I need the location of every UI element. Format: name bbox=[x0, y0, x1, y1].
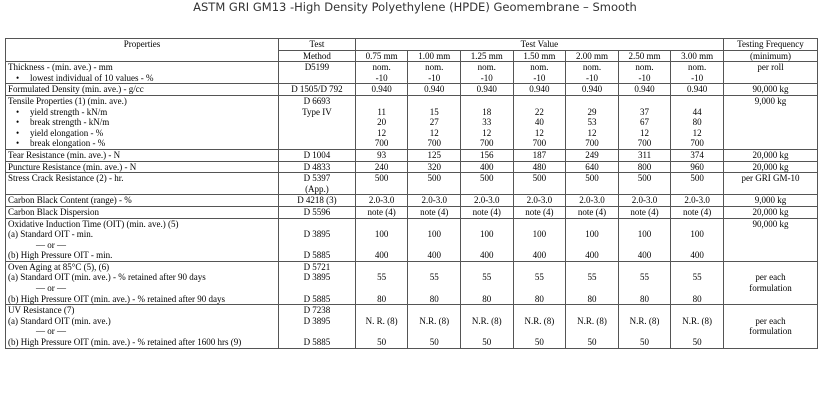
method-uv: D 7238 D 3895 D 5885 bbox=[279, 305, 356, 348]
value-carbon-dispersion-1: note (4) bbox=[408, 206, 461, 218]
value-stress-crack-0: 500 bbox=[355, 173, 408, 195]
method-tear: D 1004 bbox=[279, 149, 356, 161]
value-density-4: 0.940 bbox=[566, 84, 619, 96]
document-title: ASTM GRI GM13 -High Density Polyethylene (HPDE) Geomembrane – Smooth bbox=[193, 0, 637, 14]
specification-table bbox=[5, 38, 818, 349]
row-stress-crack bbox=[6, 173, 818, 195]
header-test-value: Test Value bbox=[355, 39, 723, 51]
method-thickness: D5199 bbox=[279, 62, 356, 84]
value-thickness-2: nom. -10 bbox=[461, 62, 514, 84]
header-frequency-minimum: (minimum) bbox=[723, 50, 817, 62]
value-carbon-content-0: 2.0-3.0 bbox=[355, 195, 408, 207]
value-stress-crack-5: 500 bbox=[618, 173, 671, 195]
method-tensile: D 6693 Type IV bbox=[279, 95, 356, 149]
label-puncture: Puncture Resistance (min. ave.) - N bbox=[6, 161, 279, 173]
freq-carbon-dispersion: 20,000 kg bbox=[723, 206, 817, 218]
value-oit-3: 100 400 bbox=[513, 218, 566, 261]
value-carbon-dispersion-0: note (4) bbox=[355, 206, 408, 218]
value-puncture-4: 640 bbox=[566, 161, 619, 173]
row-oven-aging bbox=[6, 261, 818, 304]
value-density-1: 0.940 bbox=[408, 84, 461, 96]
value-oven-1: 55 80 bbox=[408, 261, 461, 304]
value-oit-0: 100 400 bbox=[355, 218, 408, 261]
freq-thickness: per roll bbox=[723, 62, 817, 84]
value-oit-5: 100 400 bbox=[618, 218, 671, 261]
row-puncture bbox=[6, 161, 818, 173]
label-tensile: Tensile Properties (1) (min. ave.) • yield strength - kN/m • break strength - kN/m • yield elongation - % • break elongation - % bbox=[6, 95, 279, 149]
value-carbon-dispersion-4: note (4) bbox=[566, 206, 619, 218]
value-tear-2: 156 bbox=[461, 149, 514, 161]
value-tear-4: 249 bbox=[566, 149, 619, 161]
row-carbon-dispersion bbox=[6, 206, 818, 218]
value-thickness-5: nom. -10 bbox=[618, 62, 671, 84]
value-carbon-dispersion-2: note (4) bbox=[461, 206, 514, 218]
value-carbon-dispersion-3: note (4) bbox=[513, 206, 566, 218]
header-testing-frequency: Testing Frequency bbox=[723, 39, 817, 51]
value-carbon-dispersion-6: note (4) bbox=[671, 206, 724, 218]
value-tensile-0: 11 20 12 700 bbox=[355, 95, 408, 149]
value-thickness-0: nom. -10 bbox=[355, 62, 408, 84]
value-tensile-5: 37 67 12 700 bbox=[618, 95, 671, 149]
value-tensile-6: 44 80 12 700 bbox=[671, 95, 724, 149]
method-carbon-dispersion: D 5596 bbox=[279, 206, 356, 218]
row-density bbox=[6, 84, 818, 96]
row-carbon-content bbox=[6, 195, 818, 207]
row-oit bbox=[6, 218, 818, 261]
row-thickness bbox=[6, 62, 818, 84]
header-thickness-2: 1.25 mm bbox=[461, 50, 514, 62]
header-thickness-0: 0.75 mm bbox=[355, 50, 408, 62]
value-carbon-content-5: 2.0-3.0 bbox=[618, 195, 671, 207]
freq-uv: per each formulation bbox=[723, 305, 817, 348]
header-test-method-2: Method bbox=[279, 50, 356, 62]
value-carbon-content-2: 2.0-3.0 bbox=[461, 195, 514, 207]
label-uv: UV Resistance (7) (a) Standard OIT (min. ave.) — or — (b) High Pressure OIT (min. ave.) - % retained after 1600 hrs (9) bbox=[6, 305, 279, 348]
value-puncture-6: 960 bbox=[671, 161, 724, 173]
value-stress-crack-3: 500 bbox=[513, 173, 566, 195]
value-tear-3: 187 bbox=[513, 149, 566, 161]
value-tensile-3: 22 40 12 700 bbox=[513, 95, 566, 149]
value-thickness-1: nom. -10 bbox=[408, 62, 461, 84]
value-oit-1: 100 400 bbox=[408, 218, 461, 261]
value-uv-1: N.R. (8) 50 bbox=[408, 305, 461, 348]
value-uv-0: N. R. (8) 50 bbox=[355, 305, 408, 348]
freq-carbon-content: 9,000 kg bbox=[723, 195, 817, 207]
value-puncture-2: 400 bbox=[461, 161, 514, 173]
value-tear-5: 311 bbox=[618, 149, 671, 161]
value-carbon-content-1: 2.0-3.0 bbox=[408, 195, 461, 207]
value-uv-6: N.R. (8) 50 bbox=[671, 305, 724, 348]
freq-density: 90,000 kg bbox=[723, 84, 817, 96]
row-uv bbox=[6, 305, 818, 348]
method-carbon-content: D 4218 (3) bbox=[279, 195, 356, 207]
method-density: D 1505/D 792 bbox=[279, 84, 356, 96]
label-oven-aging: Oven Aging at 85°C (5), (6) (a) Standard OIT (min. ave.) - % retained after 90 days — or — (b) High Pressure OIT (min. ave.) - % retained after 90 days bbox=[6, 261, 279, 304]
freq-oit: 90,000 kg bbox=[723, 218, 817, 261]
freq-puncture: 20,000 kg bbox=[723, 161, 817, 173]
label-oit: Oxidative Induction Time (OIT) (min. ave.) (5) (a) Standard OIT - min. — or — (b) High Pressure OIT - min. bbox=[6, 218, 279, 261]
value-carbon-content-4: 2.0-3.0 bbox=[566, 195, 619, 207]
row-tear bbox=[6, 149, 818, 161]
value-thickness-4: nom. -10 bbox=[566, 62, 619, 84]
value-oven-5: 55 80 bbox=[618, 261, 671, 304]
label-thickness: Thickness - (min. ave.) - mm • lowest individual of 10 values - % bbox=[6, 62, 279, 84]
value-oven-4: 55 80 bbox=[566, 261, 619, 304]
value-oven-3: 55 80 bbox=[513, 261, 566, 304]
label-stress-crack: Stress Crack Resistance (2) - hr. bbox=[6, 173, 279, 195]
value-density-3: 0.940 bbox=[513, 84, 566, 96]
label-density: Formulated Density (min. ave.) - g/cc bbox=[6, 84, 279, 96]
label-tear: Tear Resistance (min. ave.) - N bbox=[6, 149, 279, 161]
label-carbon-dispersion: Carbon Black Dispersion bbox=[6, 206, 279, 218]
value-thickness-3: nom. -10 bbox=[513, 62, 566, 84]
value-density-2: 0.940 bbox=[461, 84, 514, 96]
value-tear-1: 125 bbox=[408, 149, 461, 161]
freq-tensile: 9,000 kg bbox=[723, 95, 817, 149]
method-oit: D 3895 D 5885 bbox=[279, 218, 356, 261]
freq-tear: 20,000 kg bbox=[723, 149, 817, 161]
value-oven-0: 55 80 bbox=[355, 261, 408, 304]
value-stress-crack-4: 500 bbox=[566, 173, 619, 195]
value-stress-crack-2: 500 bbox=[461, 173, 514, 195]
value-density-6: 0.940 bbox=[671, 84, 724, 96]
value-oit-4: 100 400 bbox=[566, 218, 619, 261]
header-row-1 bbox=[6, 39, 818, 51]
method-puncture: D 4833 bbox=[279, 161, 356, 173]
value-uv-3: N.R. (8) 50 bbox=[513, 305, 566, 348]
value-puncture-5: 800 bbox=[618, 161, 671, 173]
value-uv-4: N.R. (8) 50 bbox=[566, 305, 619, 348]
value-tensile-1: 15 27 12 700 bbox=[408, 95, 461, 149]
value-stress-crack-6: 500 bbox=[671, 173, 724, 195]
value-carbon-content-6: 2.0-3.0 bbox=[671, 195, 724, 207]
value-density-5: 0.940 bbox=[618, 84, 671, 96]
header-thickness-5: 2.50 mm bbox=[618, 50, 671, 62]
value-stress-crack-1: 500 bbox=[408, 173, 461, 195]
value-thickness-6: nom. -10 bbox=[671, 62, 724, 84]
value-tear-0: 93 bbox=[355, 149, 408, 161]
freq-oven-aging: per each formulation bbox=[723, 261, 817, 304]
value-oit-6: 100 400 bbox=[671, 218, 724, 261]
value-tensile-4: 29 53 12 700 bbox=[566, 95, 619, 149]
value-density-0: 0.940 bbox=[355, 84, 408, 96]
row-tensile bbox=[6, 95, 818, 149]
value-puncture-3: 480 bbox=[513, 161, 566, 173]
value-tensile-2: 18 33 12 700 bbox=[461, 95, 514, 149]
value-puncture-1: 320 bbox=[408, 161, 461, 173]
label-carbon-content: Carbon Black Content (range) - % bbox=[6, 195, 279, 207]
value-tear-6: 374 bbox=[671, 149, 724, 161]
header-thickness-6: 3.00 mm bbox=[671, 50, 724, 62]
header-thickness-1: 1.00 mm bbox=[408, 50, 461, 62]
value-uv-2: N.R. (8) 50 bbox=[461, 305, 514, 348]
value-carbon-dispersion-5: note (4) bbox=[618, 206, 671, 218]
value-puncture-0: 240 bbox=[355, 161, 408, 173]
header-test-method: Test bbox=[279, 39, 356, 51]
header-thickness-3: 1.50 mm bbox=[513, 50, 566, 62]
header-properties: Properties bbox=[6, 39, 279, 62]
freq-stress-crack: per GRI GM-10 bbox=[723, 173, 817, 195]
value-carbon-content-3: 2.0-3.0 bbox=[513, 195, 566, 207]
header-thickness-4: 2.00 mm bbox=[566, 50, 619, 62]
value-oven-6: 55 80 bbox=[671, 261, 724, 304]
method-oven-aging: D 5721 D 3895 D 5885 bbox=[279, 261, 356, 304]
value-oit-2: 100 400 bbox=[461, 218, 514, 261]
method-stress-crack: D 5397 (App.) bbox=[279, 173, 356, 195]
value-uv-5: N.R. (8) 50 bbox=[618, 305, 671, 348]
value-oven-2: 55 80 bbox=[461, 261, 514, 304]
